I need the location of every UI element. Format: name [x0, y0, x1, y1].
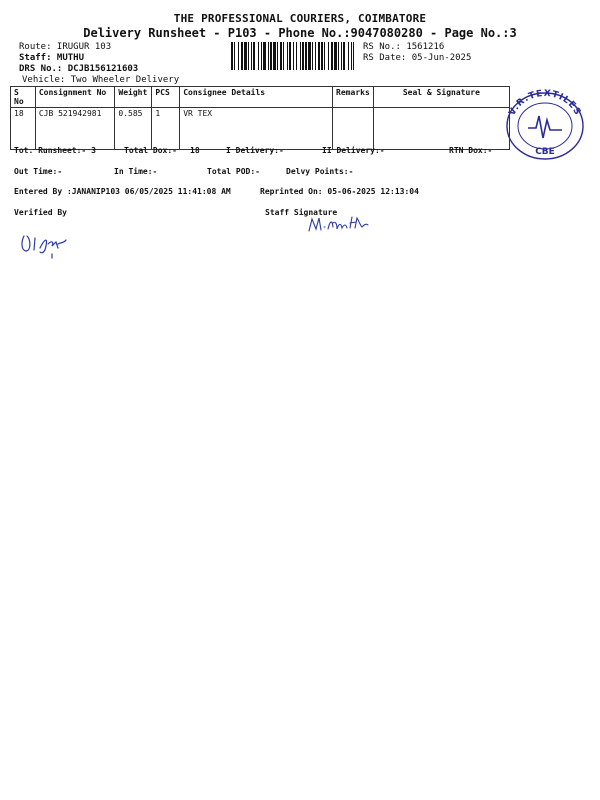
verifier-signature	[18, 226, 76, 262]
table-header-row	[11, 87, 510, 108]
ii-delivery: II Delivery:-	[322, 146, 385, 155]
cell-seal	[373, 108, 509, 150]
col-header-weight: Weight	[115, 87, 152, 108]
total-dox-value: 18	[190, 146, 200, 155]
rs-number: RS No.: 1561216	[363, 42, 445, 52]
stamp-top-text: V.R.TEXTILES	[507, 88, 583, 118]
col-header-sno: S No	[11, 87, 36, 108]
cell-consignment: CJB 521942981	[35, 108, 115, 150]
col-header-pcs: PCS	[152, 87, 180, 108]
vehicle-label: Vehicle: Two Wheeler Delivery	[22, 75, 180, 85]
rs-date: RS Date: 05-Jun-2025	[363, 53, 472, 63]
verified-by-label: Verified By	[14, 208, 67, 217]
cell-pcs: 1	[152, 108, 180, 150]
col-header-consignment: Consignment No	[35, 87, 115, 108]
out-time: Out Time:-	[14, 167, 63, 176]
staff-signature	[306, 213, 376, 235]
delvy-points: Delvy Points:-	[286, 167, 354, 176]
barcode-image	[231, 42, 354, 70]
staff-signature-label: Staff Signature	[265, 208, 338, 217]
cell-weight: 0.585	[115, 108, 152, 150]
stamp-bottom-text: CBE	[535, 147, 555, 157]
route-label: Route: IRUGUR 103	[19, 42, 112, 52]
rtn-dox: RTN Dox:-	[449, 146, 493, 155]
in-time: In Time:-	[114, 167, 158, 176]
staff-label: Staff: MUTHU	[19, 53, 85, 63]
entered-by: Entered By :JANANIP103 06/05/2025 11:41:08 AM	[14, 187, 231, 196]
cell-remarks	[333, 108, 374, 150]
company-seal-stamp	[500, 86, 590, 161]
i-delivery: I Delivery:-	[226, 146, 284, 155]
runsheet-table	[10, 86, 510, 150]
table-row	[11, 108, 510, 150]
total-dox-label: Total Dox:-	[124, 146, 177, 155]
col-header-consignee: Consignee Details	[180, 87, 333, 108]
cell-consignee: VR TEX	[180, 108, 333, 150]
company-title: THE PROFESSIONAL COURIERS, COIMBATORE	[173, 12, 427, 25]
col-header-seal: Seal & Signature	[373, 87, 509, 108]
tot-runsheet: Tot. Runsheet:- 3	[14, 146, 96, 155]
drs-number: DRS No.: DCJB156121603	[19, 64, 139, 74]
runsheet-subtitle: Delivery Runsheet - P103 - Phone No.:9047080280 - Page No.:3	[83, 26, 517, 40]
reprinted-on: Reprinted On: 05-06-2025 12:13:04	[260, 187, 419, 196]
col-header-remarks: Remarks	[333, 87, 374, 108]
cell-sno: 18	[11, 108, 36, 150]
total-pod: Total POD:-	[207, 167, 260, 176]
